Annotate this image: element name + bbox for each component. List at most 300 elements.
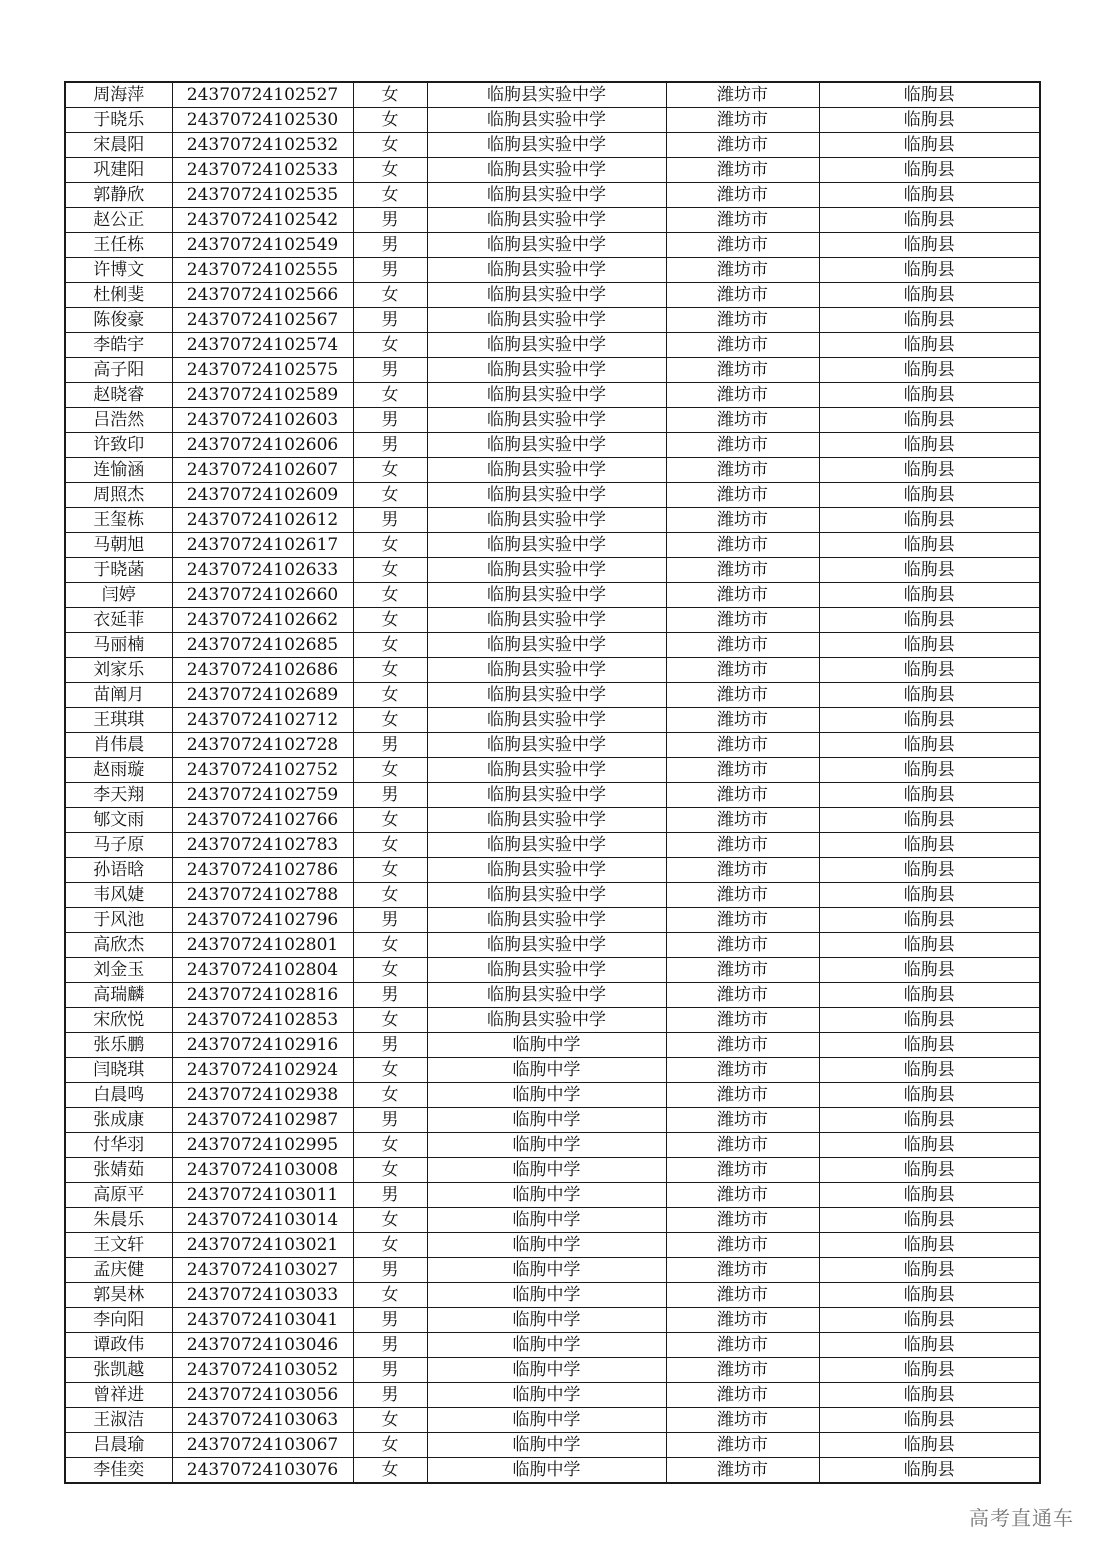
name-cell: 杜俐斐 bbox=[65, 283, 172, 308]
exam-id-cell: 24370724102788 bbox=[172, 883, 353, 908]
exam-id-cell: 24370724102574 bbox=[172, 333, 353, 358]
city-cell: 潍坊市 bbox=[666, 1383, 819, 1408]
table-row bbox=[65, 1308, 1040, 1333]
name-cell: 王琪琪 bbox=[65, 708, 172, 733]
name-cell: 刘家乐 bbox=[65, 658, 172, 683]
school-cell: 临朐县实验中学 bbox=[427, 433, 666, 458]
name-cell: 宋晨阳 bbox=[65, 133, 172, 158]
name-cell: 郭静欣 bbox=[65, 183, 172, 208]
name-cell: 王玺栋 bbox=[65, 508, 172, 533]
city-cell: 潍坊市 bbox=[666, 458, 819, 483]
table-row bbox=[65, 1158, 1040, 1183]
table-row bbox=[65, 183, 1040, 208]
county-cell: 临朐县 bbox=[819, 683, 1040, 708]
name-cell: 于风池 bbox=[65, 908, 172, 933]
city-cell: 潍坊市 bbox=[666, 1258, 819, 1283]
table-row bbox=[65, 1333, 1040, 1358]
exam-id-cell: 24370724103052 bbox=[172, 1358, 353, 1383]
city-cell: 潍坊市 bbox=[666, 633, 819, 658]
county-cell: 临朐县 bbox=[819, 183, 1040, 208]
table-row bbox=[65, 1083, 1040, 1108]
city-cell: 潍坊市 bbox=[666, 383, 819, 408]
name-cell: 陈俊豪 bbox=[65, 308, 172, 333]
county-cell: 临朐县 bbox=[819, 983, 1040, 1008]
gender-cell: 男 bbox=[353, 408, 427, 433]
table-row bbox=[65, 1283, 1040, 1308]
city-cell: 潍坊市 bbox=[666, 983, 819, 1008]
county-cell: 临朐县 bbox=[819, 758, 1040, 783]
city-cell: 潍坊市 bbox=[666, 908, 819, 933]
gender-cell: 女 bbox=[353, 833, 427, 858]
county-cell: 临朐县 bbox=[819, 1008, 1040, 1033]
table-row bbox=[65, 758, 1040, 783]
city-cell: 潍坊市 bbox=[666, 433, 819, 458]
table-row bbox=[65, 708, 1040, 733]
county-cell: 临朐县 bbox=[819, 208, 1040, 233]
gender-cell: 女 bbox=[353, 458, 427, 483]
city-cell: 潍坊市 bbox=[666, 1308, 819, 1333]
name-cell: 苗阐月 bbox=[65, 683, 172, 708]
school-cell: 临朐中学 bbox=[427, 1108, 666, 1133]
gender-cell: 男 bbox=[353, 433, 427, 458]
exam-id-cell: 24370724102728 bbox=[172, 733, 353, 758]
county-cell: 临朐县 bbox=[819, 258, 1040, 283]
exam-id-cell: 24370724102633 bbox=[172, 558, 353, 583]
table-row bbox=[65, 1108, 1040, 1133]
name-cell: 张成康 bbox=[65, 1108, 172, 1133]
county-cell: 临朐县 bbox=[819, 1133, 1040, 1158]
table-row bbox=[65, 858, 1040, 883]
table-row bbox=[65, 608, 1040, 633]
gender-cell: 女 bbox=[353, 633, 427, 658]
county-cell: 临朐县 bbox=[819, 1383, 1040, 1408]
exam-id-cell: 24370724102555 bbox=[172, 258, 353, 283]
county-cell: 临朐县 bbox=[819, 408, 1040, 433]
city-cell: 潍坊市 bbox=[666, 783, 819, 808]
table-row bbox=[65, 82, 1040, 108]
county-cell: 临朐县 bbox=[819, 608, 1040, 633]
name-cell: 闫婷 bbox=[65, 583, 172, 608]
gender-cell: 男 bbox=[353, 908, 427, 933]
city-cell: 潍坊市 bbox=[666, 508, 819, 533]
table-row bbox=[65, 833, 1040, 858]
exam-id-cell: 24370724103011 bbox=[172, 1183, 353, 1208]
city-cell: 潍坊市 bbox=[666, 1208, 819, 1233]
school-cell: 临朐县实验中学 bbox=[427, 533, 666, 558]
gender-cell: 女 bbox=[353, 1408, 427, 1433]
table-row bbox=[65, 908, 1040, 933]
city-cell: 潍坊市 bbox=[666, 1008, 819, 1033]
table-row bbox=[65, 1058, 1040, 1083]
city-cell: 潍坊市 bbox=[666, 833, 819, 858]
name-cell: 高欣杰 bbox=[65, 933, 172, 958]
school-cell: 临朐中学 bbox=[427, 1058, 666, 1083]
school-cell: 临朐县实验中学 bbox=[427, 333, 666, 358]
exam-id-cell: 24370724102617 bbox=[172, 533, 353, 558]
table-row bbox=[65, 958, 1040, 983]
exam-id-cell: 24370724103046 bbox=[172, 1333, 353, 1358]
gender-cell: 男 bbox=[353, 508, 427, 533]
table-row bbox=[65, 1383, 1040, 1408]
school-cell: 临朐县实验中学 bbox=[427, 783, 666, 808]
name-cell: 孟庆健 bbox=[65, 1258, 172, 1283]
school-cell: 临朐县实验中学 bbox=[427, 908, 666, 933]
exam-id-cell: 24370724102607 bbox=[172, 458, 353, 483]
table-row bbox=[65, 1008, 1040, 1033]
table-row bbox=[65, 558, 1040, 583]
gender-cell: 女 bbox=[353, 1458, 427, 1484]
table-row bbox=[65, 458, 1040, 483]
city-cell: 潍坊市 bbox=[666, 133, 819, 158]
gender-cell: 女 bbox=[353, 108, 427, 133]
exam-id-cell: 24370724102804 bbox=[172, 958, 353, 983]
school-cell: 临朐县实验中学 bbox=[427, 408, 666, 433]
city-cell: 潍坊市 bbox=[666, 1083, 819, 1108]
city-cell: 潍坊市 bbox=[666, 308, 819, 333]
school-cell: 临朐中学 bbox=[427, 1133, 666, 1158]
name-cell: 韦风婕 bbox=[65, 883, 172, 908]
exam-id-cell: 24370724102766 bbox=[172, 808, 353, 833]
school-cell: 临朐县实验中学 bbox=[427, 208, 666, 233]
table-row bbox=[65, 283, 1040, 308]
school-cell: 临朐县实验中学 bbox=[427, 983, 666, 1008]
school-cell: 临朐县实验中学 bbox=[427, 258, 666, 283]
city-cell: 潍坊市 bbox=[666, 1458, 819, 1484]
table-row bbox=[65, 433, 1040, 458]
exam-id-cell: 24370724102916 bbox=[172, 1033, 353, 1058]
city-cell: 潍坊市 bbox=[666, 1133, 819, 1158]
city-cell: 潍坊市 bbox=[666, 82, 819, 108]
name-cell: 李皓宇 bbox=[65, 333, 172, 358]
exam-id-cell: 24370724102532 bbox=[172, 133, 353, 158]
school-cell: 临朐中学 bbox=[427, 1183, 666, 1208]
exam-id-cell: 24370724102686 bbox=[172, 658, 353, 683]
city-cell: 潍坊市 bbox=[666, 233, 819, 258]
city-cell: 潍坊市 bbox=[666, 258, 819, 283]
county-cell: 临朐县 bbox=[819, 858, 1040, 883]
city-cell: 潍坊市 bbox=[666, 1158, 819, 1183]
school-cell: 临朐中学 bbox=[427, 1383, 666, 1408]
table-row bbox=[65, 808, 1040, 833]
county-cell: 临朐县 bbox=[819, 358, 1040, 383]
city-cell: 潍坊市 bbox=[666, 583, 819, 608]
school-cell: 临朐中学 bbox=[427, 1333, 666, 1358]
table-row bbox=[65, 408, 1040, 433]
gender-cell: 女 bbox=[353, 1233, 427, 1258]
county-cell: 临朐县 bbox=[819, 783, 1040, 808]
school-cell: 临朐县实验中学 bbox=[427, 708, 666, 733]
school-cell: 临朐县实验中学 bbox=[427, 608, 666, 633]
gender-cell: 女 bbox=[353, 858, 427, 883]
city-cell: 潍坊市 bbox=[666, 1183, 819, 1208]
school-cell: 临朐县实验中学 bbox=[427, 958, 666, 983]
city-cell: 潍坊市 bbox=[666, 858, 819, 883]
county-cell: 临朐县 bbox=[819, 808, 1040, 833]
table-row bbox=[65, 308, 1040, 333]
city-cell: 潍坊市 bbox=[666, 283, 819, 308]
table-row bbox=[65, 1358, 1040, 1383]
table-row bbox=[65, 1408, 1040, 1433]
table-row bbox=[65, 258, 1040, 283]
county-cell: 临朐县 bbox=[819, 133, 1040, 158]
county-cell: 临朐县 bbox=[819, 1258, 1040, 1283]
gender-cell: 男 bbox=[353, 783, 427, 808]
school-cell: 临朐县实验中学 bbox=[427, 583, 666, 608]
gender-cell: 女 bbox=[353, 883, 427, 908]
gender-cell: 女 bbox=[353, 958, 427, 983]
gender-cell: 女 bbox=[353, 82, 427, 108]
exam-id-cell: 24370724102752 bbox=[172, 758, 353, 783]
county-cell: 临朐县 bbox=[819, 1433, 1040, 1458]
exam-id-cell: 24370724102609 bbox=[172, 483, 353, 508]
table-row bbox=[65, 633, 1040, 658]
name-cell: 赵雨璇 bbox=[65, 758, 172, 783]
exam-id-cell: 24370724103008 bbox=[172, 1158, 353, 1183]
school-cell: 临朐中学 bbox=[427, 1283, 666, 1308]
county-cell: 临朐县 bbox=[819, 333, 1040, 358]
exam-id-cell: 24370724102530 bbox=[172, 108, 353, 133]
gender-cell: 女 bbox=[353, 383, 427, 408]
city-cell: 潍坊市 bbox=[666, 658, 819, 683]
table-row bbox=[65, 158, 1040, 183]
city-cell: 潍坊市 bbox=[666, 758, 819, 783]
city-cell: 潍坊市 bbox=[666, 1283, 819, 1308]
gender-cell: 女 bbox=[353, 808, 427, 833]
school-cell: 临朐县实验中学 bbox=[427, 758, 666, 783]
name-cell: 肖伟晨 bbox=[65, 733, 172, 758]
table-row bbox=[65, 358, 1040, 383]
name-cell: 宋欣悦 bbox=[65, 1008, 172, 1033]
gender-cell: 女 bbox=[353, 1208, 427, 1233]
gender-cell: 男 bbox=[353, 308, 427, 333]
exam-id-cell: 24370724102603 bbox=[172, 408, 353, 433]
table-row bbox=[65, 383, 1040, 408]
gender-cell: 女 bbox=[353, 1133, 427, 1158]
exam-id-cell: 24370724103041 bbox=[172, 1308, 353, 1333]
school-cell: 临朐县实验中学 bbox=[427, 808, 666, 833]
county-cell: 临朐县 bbox=[819, 933, 1040, 958]
name-cell: 周海萍 bbox=[65, 82, 172, 108]
name-cell: 张婧茹 bbox=[65, 1158, 172, 1183]
school-cell: 临朐县实验中学 bbox=[427, 508, 666, 533]
exam-id-cell: 24370724102801 bbox=[172, 933, 353, 958]
school-cell: 临朐中学 bbox=[427, 1258, 666, 1283]
gender-cell: 女 bbox=[353, 158, 427, 183]
city-cell: 潍坊市 bbox=[666, 708, 819, 733]
exam-id-cell: 24370724102527 bbox=[172, 82, 353, 108]
city-cell: 潍坊市 bbox=[666, 158, 819, 183]
county-cell: 临朐县 bbox=[819, 633, 1040, 658]
name-cell: 曾祥进 bbox=[65, 1383, 172, 1408]
gender-cell: 男 bbox=[353, 233, 427, 258]
gender-cell: 男 bbox=[353, 1108, 427, 1133]
table-row bbox=[65, 483, 1040, 508]
name-cell: 于晓菡 bbox=[65, 558, 172, 583]
gender-cell: 女 bbox=[353, 333, 427, 358]
county-cell: 临朐县 bbox=[819, 1283, 1040, 1308]
exam-id-cell: 24370724102689 bbox=[172, 683, 353, 708]
name-cell: 连愉涵 bbox=[65, 458, 172, 483]
exam-id-cell: 24370724102783 bbox=[172, 833, 353, 858]
exam-id-cell: 24370724103076 bbox=[172, 1458, 353, 1484]
exam-id-cell: 24370724103067 bbox=[172, 1433, 353, 1458]
name-cell: 巩建阳 bbox=[65, 158, 172, 183]
exam-id-cell: 24370724102660 bbox=[172, 583, 353, 608]
gender-cell: 女 bbox=[353, 558, 427, 583]
name-cell: 于晓乐 bbox=[65, 108, 172, 133]
gender-cell: 女 bbox=[353, 708, 427, 733]
county-cell: 临朐县 bbox=[819, 1058, 1040, 1083]
gender-cell: 女 bbox=[353, 133, 427, 158]
table-row bbox=[65, 133, 1040, 158]
name-cell: 王任栋 bbox=[65, 233, 172, 258]
gender-cell: 女 bbox=[353, 683, 427, 708]
exam-id-cell: 24370724102542 bbox=[172, 208, 353, 233]
name-cell: 孙语晗 bbox=[65, 858, 172, 883]
county-cell: 临朐县 bbox=[819, 283, 1040, 308]
school-cell: 临朐县实验中学 bbox=[427, 383, 666, 408]
city-cell: 潍坊市 bbox=[666, 933, 819, 958]
table-row bbox=[65, 233, 1040, 258]
county-cell: 临朐县 bbox=[819, 1408, 1040, 1433]
city-cell: 潍坊市 bbox=[666, 1408, 819, 1433]
city-cell: 潍坊市 bbox=[666, 358, 819, 383]
county-cell: 临朐县 bbox=[819, 233, 1040, 258]
school-cell: 临朐县实验中学 bbox=[427, 183, 666, 208]
exam-id-cell: 24370724102816 bbox=[172, 983, 353, 1008]
gender-cell: 男 bbox=[353, 733, 427, 758]
county-cell: 临朐县 bbox=[819, 733, 1040, 758]
exam-id-cell: 24370724102606 bbox=[172, 433, 353, 458]
name-cell: 高子阳 bbox=[65, 358, 172, 383]
county-cell: 临朐县 bbox=[819, 483, 1040, 508]
name-cell: 赵公正 bbox=[65, 208, 172, 233]
school-cell: 临朐中学 bbox=[427, 1308, 666, 1333]
name-cell: 郭昊林 bbox=[65, 1283, 172, 1308]
county-cell: 临朐县 bbox=[819, 158, 1040, 183]
table-row bbox=[65, 1458, 1040, 1484]
gender-cell: 女 bbox=[353, 758, 427, 783]
school-cell: 临朐县实验中学 bbox=[427, 458, 666, 483]
name-cell: 吕晨瑜 bbox=[65, 1433, 172, 1458]
county-cell: 临朐县 bbox=[819, 1233, 1040, 1258]
county-cell: 临朐县 bbox=[819, 458, 1040, 483]
gender-cell: 女 bbox=[353, 1433, 427, 1458]
name-cell: 赵晓睿 bbox=[65, 383, 172, 408]
exam-id-cell: 24370724102612 bbox=[172, 508, 353, 533]
exam-id-cell: 24370724102533 bbox=[172, 158, 353, 183]
city-cell: 潍坊市 bbox=[666, 1358, 819, 1383]
school-cell: 临朐县实验中学 bbox=[427, 358, 666, 383]
exam-id-cell: 24370724102662 bbox=[172, 608, 353, 633]
city-cell: 潍坊市 bbox=[666, 683, 819, 708]
county-cell: 临朐县 bbox=[819, 1358, 1040, 1383]
exam-id-cell: 24370724102786 bbox=[172, 858, 353, 883]
county-cell: 临朐县 bbox=[819, 1458, 1040, 1484]
gender-cell: 男 bbox=[353, 258, 427, 283]
name-cell: 白晨鸣 bbox=[65, 1083, 172, 1108]
gender-cell: 女 bbox=[353, 1058, 427, 1083]
table-row bbox=[65, 1233, 1040, 1258]
gender-cell: 男 bbox=[353, 1033, 427, 1058]
gender-cell: 男 bbox=[353, 358, 427, 383]
table-row bbox=[65, 583, 1040, 608]
school-cell: 临朐县实验中学 bbox=[427, 1008, 666, 1033]
school-cell: 临朐县实验中学 bbox=[427, 933, 666, 958]
school-cell: 临朐县实验中学 bbox=[427, 483, 666, 508]
city-cell: 潍坊市 bbox=[666, 1233, 819, 1258]
exam-id-cell: 24370724103033 bbox=[172, 1283, 353, 1308]
name-cell: 许博文 bbox=[65, 258, 172, 283]
exam-id-cell: 24370724102549 bbox=[172, 233, 353, 258]
exam-id-cell: 24370724102938 bbox=[172, 1083, 353, 1108]
county-cell: 临朐县 bbox=[819, 108, 1040, 133]
table-row bbox=[65, 933, 1040, 958]
exam-id-cell: 24370724102796 bbox=[172, 908, 353, 933]
table-row bbox=[65, 983, 1040, 1008]
exam-id-cell: 24370724102567 bbox=[172, 308, 353, 333]
table-row bbox=[65, 108, 1040, 133]
exam-id-cell: 24370724102589 bbox=[172, 383, 353, 408]
exam-id-cell: 24370724102566 bbox=[172, 283, 353, 308]
name-cell: 王文轩 bbox=[65, 1233, 172, 1258]
city-cell: 潍坊市 bbox=[666, 1433, 819, 1458]
exam-id-cell: 24370724103021 bbox=[172, 1233, 353, 1258]
gender-cell: 女 bbox=[353, 1158, 427, 1183]
school-cell: 临朐县实验中学 bbox=[427, 883, 666, 908]
exam-id-cell: 24370724102712 bbox=[172, 708, 353, 733]
name-cell: 衣延菲 bbox=[65, 608, 172, 633]
county-cell: 临朐县 bbox=[819, 533, 1040, 558]
city-cell: 潍坊市 bbox=[666, 408, 819, 433]
exam-id-cell: 24370724102853 bbox=[172, 1008, 353, 1033]
gender-cell: 女 bbox=[353, 608, 427, 633]
name-cell: 张乐鹏 bbox=[65, 1033, 172, 1058]
school-cell: 临朐县实验中学 bbox=[427, 108, 666, 133]
name-cell: 王淑洁 bbox=[65, 1408, 172, 1433]
gender-cell: 女 bbox=[353, 1283, 427, 1308]
school-cell: 临朐中学 bbox=[427, 1083, 666, 1108]
name-cell: 马丽楠 bbox=[65, 633, 172, 658]
county-cell: 临朐县 bbox=[819, 558, 1040, 583]
exam-id-cell: 24370724102535 bbox=[172, 183, 353, 208]
county-cell: 临朐县 bbox=[819, 383, 1040, 408]
gender-cell: 女 bbox=[353, 658, 427, 683]
name-cell: 马子原 bbox=[65, 833, 172, 858]
city-cell: 潍坊市 bbox=[666, 208, 819, 233]
county-cell: 临朐县 bbox=[819, 908, 1040, 933]
name-cell: 李天翔 bbox=[65, 783, 172, 808]
exam-id-cell: 24370724103027 bbox=[172, 1258, 353, 1283]
table-row bbox=[65, 733, 1040, 758]
school-cell: 临朐县实验中学 bbox=[427, 133, 666, 158]
table-row bbox=[65, 208, 1040, 233]
gender-cell: 女 bbox=[353, 483, 427, 508]
gender-cell: 女 bbox=[353, 583, 427, 608]
gender-cell: 女 bbox=[353, 183, 427, 208]
county-cell: 临朐县 bbox=[819, 883, 1040, 908]
name-cell: 许致印 bbox=[65, 433, 172, 458]
city-cell: 潍坊市 bbox=[666, 883, 819, 908]
school-cell: 临朐中学 bbox=[427, 1158, 666, 1183]
county-cell: 临朐县 bbox=[819, 1183, 1040, 1208]
school-cell: 临朐中学 bbox=[427, 1408, 666, 1433]
exam-id-cell: 24370724102995 bbox=[172, 1133, 353, 1158]
county-cell: 临朐县 bbox=[819, 583, 1040, 608]
city-cell: 潍坊市 bbox=[666, 1033, 819, 1058]
exam-id-cell: 24370724102575 bbox=[172, 358, 353, 383]
school-cell: 临朐中学 bbox=[427, 1033, 666, 1058]
